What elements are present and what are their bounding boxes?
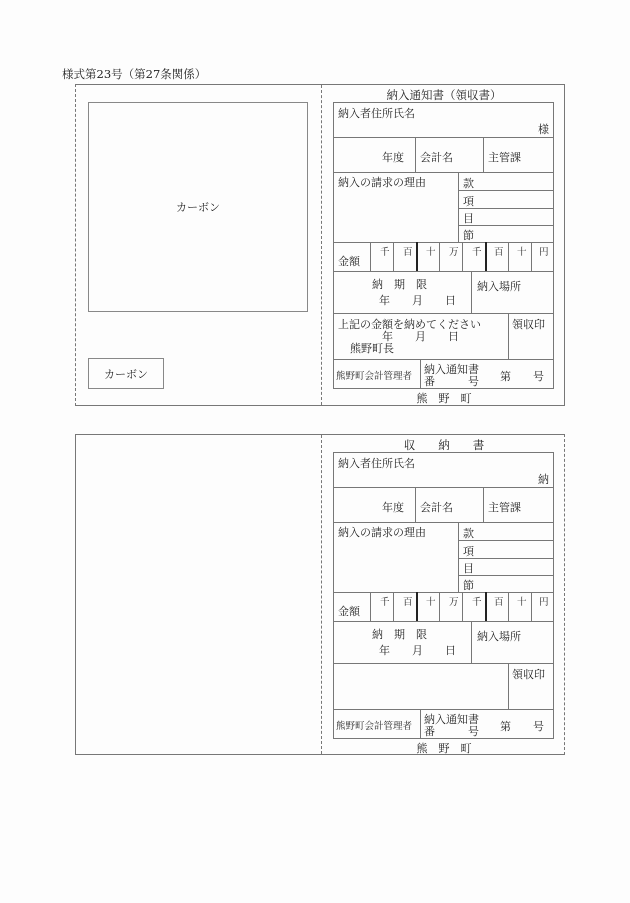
- col-divider: [508, 592, 509, 621]
- col-divider: [483, 487, 484, 522]
- digit-label: 円: [539, 247, 549, 258]
- notice-no-value: 第 号: [500, 370, 544, 383]
- notice-no-label-2: 番 号: [424, 725, 479, 738]
- col-divider: [531, 242, 532, 271]
- budget-kou: 項: [463, 545, 474, 558]
- digit-label: 万: [449, 247, 459, 258]
- row-divider: [334, 621, 553, 622]
- row-divider: [334, 172, 553, 173]
- col-divider: [415, 137, 416, 172]
- department-label: 主管課: [488, 151, 521, 164]
- budget-moku: 目: [463, 562, 474, 575]
- row-divider: [334, 592, 553, 593]
- receipt-table: [333, 452, 554, 739]
- request-text: 上記の金額を納めてください: [338, 318, 481, 331]
- due-label: 納 期 限: [372, 278, 427, 291]
- col-divider: [471, 621, 472, 663]
- digit-label: 十: [517, 247, 527, 258]
- slip-footer: 熊 野 町: [416, 742, 472, 755]
- budget-moku: 目: [463, 212, 474, 225]
- reason-label: 納入の請求の理由: [338, 176, 426, 189]
- col-divider-thick: [485, 592, 487, 621]
- row-divider: [334, 271, 553, 272]
- row-divider: [334, 487, 553, 488]
- digit-label: 千: [380, 247, 390, 258]
- col-divider: [420, 359, 421, 389]
- digit-label: 千: [472, 597, 482, 608]
- due-date: 年 月 日: [379, 294, 456, 307]
- col-divider: [508, 242, 509, 271]
- col-divider: [439, 592, 440, 621]
- fiscal-year-label: 年度: [382, 151, 404, 164]
- fold-line: [321, 435, 322, 754]
- row-divider: [334, 709, 553, 710]
- notice-no-label: 納入通知書: [424, 713, 479, 726]
- request-date: 年 月 日: [382, 330, 459, 343]
- carbon-small-area: [88, 358, 164, 389]
- col-divider-thick: [416, 242, 418, 271]
- treasurer-label: 熊野町会計管理者: [336, 371, 413, 382]
- digit-label: 十: [517, 597, 527, 608]
- department-label: 主管課: [488, 501, 521, 514]
- col-divider: [458, 172, 459, 242]
- reason-label: 納入の請求の理由: [338, 526, 426, 539]
- due-date: 年 月 日: [379, 644, 456, 657]
- row-divider: [334, 522, 553, 523]
- col-divider-thick: [416, 592, 418, 621]
- place-label: 納入場所: [477, 280, 521, 293]
- mayor-label: 熊野町長: [350, 342, 394, 355]
- row-divider: [334, 242, 553, 243]
- col-divider: [483, 137, 484, 172]
- account-label: 会計名: [420, 151, 453, 164]
- slip-title: 納入通知書（領収書）: [386, 88, 502, 102]
- row-divider: [334, 313, 553, 314]
- col-divider: [393, 592, 394, 621]
- budget-kan: 款: [463, 527, 474, 540]
- payer-label: 納入者住所氏名: [338, 107, 415, 120]
- budget-setsu: 節: [463, 229, 474, 242]
- payer-suffix: 様: [538, 123, 549, 136]
- row-divider: [334, 663, 553, 664]
- payment-notice-form: [75, 84, 565, 406]
- carbon-label: カーボン: [176, 201, 220, 214]
- fold-line: [321, 85, 322, 405]
- row-divider: [334, 137, 553, 138]
- digit-label: 百: [403, 247, 413, 258]
- digit-label: 十: [426, 597, 436, 608]
- amount-label: 金額: [338, 605, 360, 618]
- notice-no-label-2: 番 号: [424, 375, 479, 388]
- col-divider: [458, 522, 459, 592]
- document-form-number: 様式第23号（第27条関係）: [62, 67, 207, 81]
- place-label: 納入場所: [477, 630, 521, 643]
- digit-label: 千: [380, 597, 390, 608]
- notice-no-value: 第 号: [500, 720, 544, 733]
- budget-kan: 款: [463, 177, 474, 190]
- col-divider: [415, 487, 416, 522]
- col-divider: [508, 663, 509, 709]
- digit-label: 円: [539, 597, 549, 608]
- col-divider: [393, 242, 394, 271]
- slip-footer: 熊 野 町: [416, 392, 472, 405]
- treasurer-label: 熊野町会計管理者: [336, 721, 413, 732]
- amount-label: 金額: [338, 255, 360, 268]
- col-divider: [370, 242, 371, 271]
- col-divider: [462, 592, 463, 621]
- col-divider: [420, 709, 421, 739]
- row-divider: [334, 359, 553, 360]
- col-divider: [508, 313, 509, 359]
- notice-no-label: 納入通知書: [424, 363, 479, 376]
- account-label: 会計名: [420, 501, 453, 514]
- digit-label: 千: [472, 247, 482, 258]
- digit-label: 百: [494, 247, 504, 258]
- receipt-stamp-label: 領収印: [512, 318, 545, 331]
- payer-suffix: 納: [538, 473, 549, 486]
- budget-setsu: 節: [463, 579, 474, 592]
- carbon-area: [88, 102, 308, 312]
- payer-label: 納入者住所氏名: [338, 457, 415, 470]
- notice-table: [333, 102, 554, 389]
- slip-title: 収 納 書: [403, 438, 485, 452]
- col-divider: [370, 592, 371, 621]
- digit-label: 十: [426, 247, 436, 258]
- receipt-stamp-label: 領収印: [512, 668, 545, 681]
- col-divider: [531, 592, 532, 621]
- fiscal-year-label: 年度: [382, 501, 404, 514]
- col-divider: [439, 242, 440, 271]
- digit-label: 百: [494, 597, 504, 608]
- budget-kou: 項: [463, 195, 474, 208]
- digit-label: 百: [403, 597, 413, 608]
- receipt-form: [75, 434, 565, 755]
- col-divider: [462, 242, 463, 271]
- due-label: 納 期 限: [372, 628, 427, 641]
- col-divider-thick: [485, 242, 487, 271]
- digit-label: 万: [449, 597, 459, 608]
- col-divider: [471, 271, 472, 313]
- carbon-small-label: カーボン: [104, 367, 148, 381]
